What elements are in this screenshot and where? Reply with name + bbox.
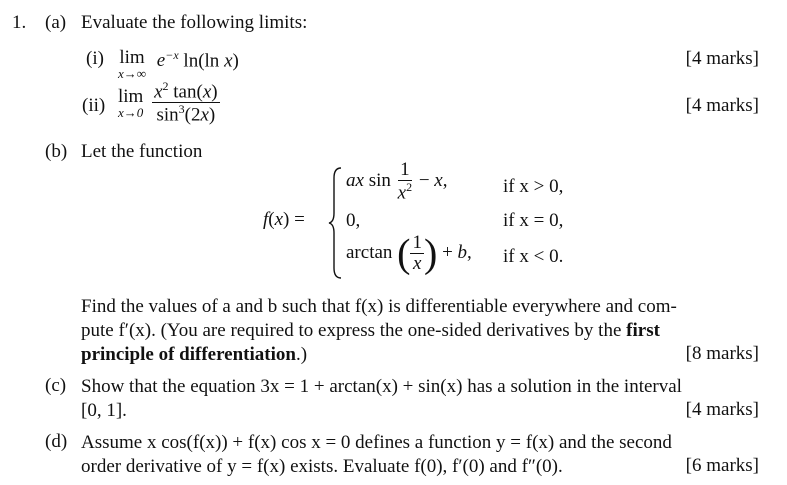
piecewise-case2-expr: 0,: [346, 210, 361, 231]
part-d-label: (d): [45, 431, 68, 452]
part-c-marks: [4 marks]: [685, 399, 759, 420]
function-name: f(x) =: [263, 209, 305, 230]
part-c-label: (c): [45, 375, 67, 396]
part-c-text: [81, 375, 759, 423]
part-b-intro: Let the function: [81, 141, 203, 162]
piecewise-case3-cond: if x < 0.: [503, 246, 564, 267]
piecewise-case1-cond: if x > 0,: [503, 176, 564, 197]
question-number: 1.: [12, 12, 27, 33]
part-b-text-line3-post: .): [295, 344, 308, 365]
limit-ii-expression: lim x→0 $\frac{x^2 \tan(x)}{\sin^3(2x)}$: [118, 79, 218, 126]
part-d-text-line2: order derivative of y = f(x) exists. Evaluate f(0), f′(0) and f″(0).: [81, 456, 563, 477]
part-b-bold-principle: principle of differentiation: [81, 344, 296, 365]
part-a-ii-label: (ii): [82, 95, 106, 116]
part-d-text-line1: Assume x cos(f(x)) + f(x) cos x = 0 defines a function y = f(x) and the second: [81, 432, 672, 453]
part-a-i-label: (i): [86, 48, 104, 69]
part-d-marks: [6 marks]: [685, 455, 759, 476]
part-a-label: (a): [45, 12, 67, 33]
part-b-text-line2: [81, 319, 759, 343]
part-b-text-line1: Find the values of a and b such that f(x) is differentiable everywhere and com-: [81, 296, 677, 317]
part-b-text-line3: [81, 343, 759, 367]
part-b-text-line2-pre: pute f′(x). (You are required to express the one-sided derivatives by the: [81, 320, 627, 341]
part-c-text-line1: Show that the equation 3x = 1 + arctan(x) + sin(x) has a solution in the interval: [81, 376, 682, 397]
part-b-text: [81, 295, 759, 367]
part-a-i-marks: [4 marks]: [685, 48, 759, 69]
piecewise-case2-cond: if x = 0,: [503, 210, 564, 231]
limit-i-expression: lim x→∞ $e^{-x}$ ln(ln x): [118, 47, 239, 81]
part-a-intro: Evaluate the following limits:: [81, 12, 308, 33]
part-b-bold-first: first: [626, 320, 660, 341]
piecewise-case3-expr: arctan ( $\frac{1}{x}$ ) + b,: [346, 230, 472, 276]
left-brace-icon: [327, 166, 343, 280]
part-b-label: (b): [45, 141, 68, 162]
piecewise-case1-expr: ax sin $\frac{1}{x^2}$ − x,: [346, 159, 448, 204]
part-a-ii-marks: [4 marks]: [685, 95, 759, 116]
part-b-marks: [8 marks]: [685, 343, 759, 364]
part-c-text-line2: [0, 1].: [81, 400, 127, 421]
part-d-text: [81, 431, 759, 479]
